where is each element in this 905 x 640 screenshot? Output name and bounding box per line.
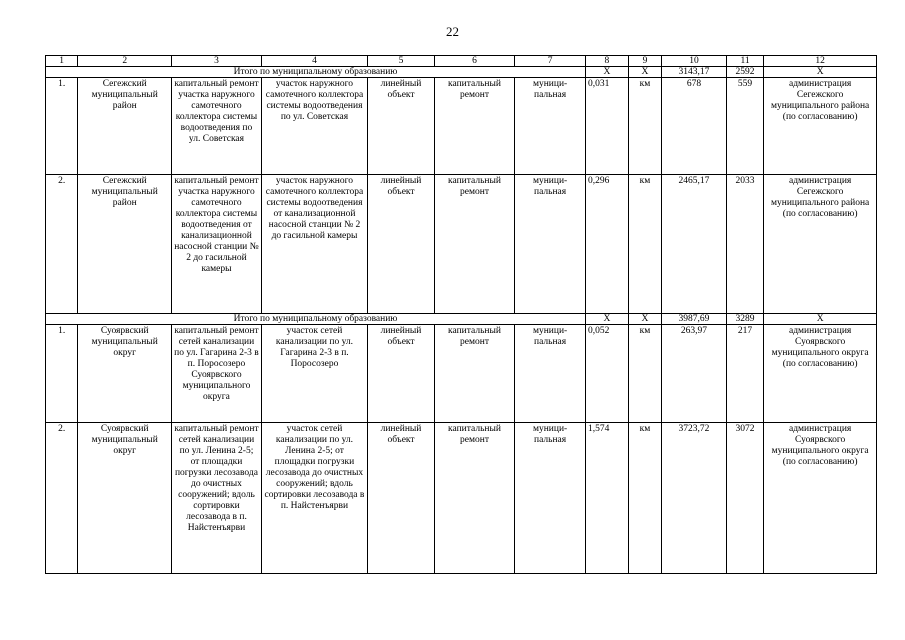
total-funding: 2592 (726, 67, 764, 78)
responsible-cell: администрация Сегежского муниципального района (по согласованию) (764, 175, 877, 314)
cost-cell: 678 (662, 78, 727, 175)
total-row (46, 314, 877, 325)
column-header: 4 (261, 56, 367, 67)
total-cell: Х (764, 314, 877, 325)
total-cost: 3987,69 (662, 314, 727, 325)
table-row (46, 175, 877, 314)
description-cell: капитальный ремонт участка наружного самотечного коллектора системы водоотведения по ул. Советская (172, 78, 262, 175)
capacity-cell: 1,574 (586, 423, 629, 574)
capacity-cell: 0,296 (586, 175, 629, 314)
responsible-cell: администрация Сегежского муниципального района (по согласованию) (764, 78, 877, 175)
column-header: 10 (662, 56, 727, 67)
object-cell: участок наружного самотечного коллектора системы водоотведения по ул. Советская (261, 78, 367, 175)
cost-cell: 3723,72 (662, 423, 727, 574)
type-cell: линейный объект (368, 325, 435, 423)
funding-cell: 217 (726, 325, 764, 423)
ownership-cell: муници-пальная (515, 423, 586, 574)
description-cell: капитальный ремонт сетей канализации по ул. Ленина 2-5; от площадки погрузки лесозавода до очистных сооружений; вдоль сортировки лесозавода в п. Найстенъярви (172, 423, 262, 574)
row-number: 1. (46, 78, 78, 175)
column-header: 7 (515, 56, 586, 67)
total-cost: 3143,17 (662, 67, 727, 78)
row-number: 2. (46, 175, 78, 314)
row-number: 1. (46, 325, 78, 423)
object-cell: участок наружного самотечного коллектора системы водоотведения от канализационной насосной станции № 2 до гасильной камеры (261, 175, 367, 314)
work-cell: капитальный ремонт (434, 325, 514, 423)
municipality-cell: Сегежский муниципальный район (78, 78, 172, 175)
total-label: Итого по муниципальному образованию (46, 314, 586, 325)
capacity-cell: 0,052 (586, 325, 629, 423)
type-cell: линейный объект (368, 78, 435, 175)
type-cell: линейный объект (368, 423, 435, 574)
funding-cell: 3072 (726, 423, 764, 574)
responsible-cell: администрация Суоярвского муниципального округа (по согласованию) (764, 325, 877, 423)
work-cell: капитальный ремонт (434, 175, 514, 314)
program-table (45, 55, 877, 574)
work-cell: капитальный ремонт (434, 423, 514, 574)
table-row (46, 325, 877, 423)
column-header: 5 (368, 56, 435, 67)
description-cell: капитальный ремонт сетей канализации по ул. Гагарина 2-3 в п. Поросозеро Суоярвского муниципального округа (172, 325, 262, 423)
funding-cell: 559 (726, 78, 764, 175)
municipality-cell: Суоярвский муниципальный округ (78, 423, 172, 574)
work-cell: капитальный ремонт (434, 78, 514, 175)
ownership-cell: муници-пальная (515, 325, 586, 423)
cost-cell: 2465,17 (662, 175, 727, 314)
table-row (46, 78, 877, 175)
column-header: 9 (628, 56, 661, 67)
total-cell: Х (764, 67, 877, 78)
total-label: Итого по муниципальному образованию (46, 67, 586, 78)
column-header: 2 (78, 56, 172, 67)
column-header: 12 (764, 56, 877, 67)
total-cell: Х (628, 314, 661, 325)
ownership-cell: муници-пальная (515, 175, 586, 314)
responsible-cell: администрация Суоярвского муниципального округа (по согласованию) (764, 423, 877, 574)
funding-cell: 2033 (726, 175, 764, 314)
type-cell: линейный объект (368, 175, 435, 314)
column-header: 6 (434, 56, 514, 67)
column-header: 3 (172, 56, 262, 67)
unit-cell: км (628, 423, 661, 574)
column-number-row (46, 56, 877, 67)
municipality-cell: Суоярвский муниципальный округ (78, 325, 172, 423)
unit-cell: км (628, 325, 661, 423)
page-number: 22 (446, 24, 459, 39)
column-header: 1 (46, 56, 78, 67)
column-header: 11 (726, 56, 764, 67)
total-cell: Х (586, 314, 629, 325)
total-cell: Х (628, 67, 661, 78)
total-funding: 3289 (726, 314, 764, 325)
cost-cell: 263,97 (662, 325, 727, 423)
ownership-cell: муници-пальная (515, 78, 586, 175)
object-cell: участок сетей канализации по ул. Ленина 2-5; от площадки погрузки лесозавода до очистных сооружений; вдоль сортировки лесозавода в п. Найстенъярви (261, 423, 367, 574)
column-header: 8 (586, 56, 629, 67)
unit-cell: км (628, 78, 661, 175)
total-cell: Х (586, 67, 629, 78)
description-cell: капитальный ремонт участка наружного самотечного коллектора системы водоотведения от канализационной насосной станции № 2 до гасильной камеры (172, 175, 262, 314)
row-number: 2. (46, 423, 78, 574)
municipality-cell: Сегежский муниципальный район (78, 175, 172, 314)
capacity-cell: 0,031 (586, 78, 629, 175)
total-row (46, 67, 877, 78)
object-cell: участок сетей канализации по ул. Гагарина 2-3 в п. Поросозеро (261, 325, 367, 423)
unit-cell: км (628, 175, 661, 314)
table-row (46, 423, 877, 574)
